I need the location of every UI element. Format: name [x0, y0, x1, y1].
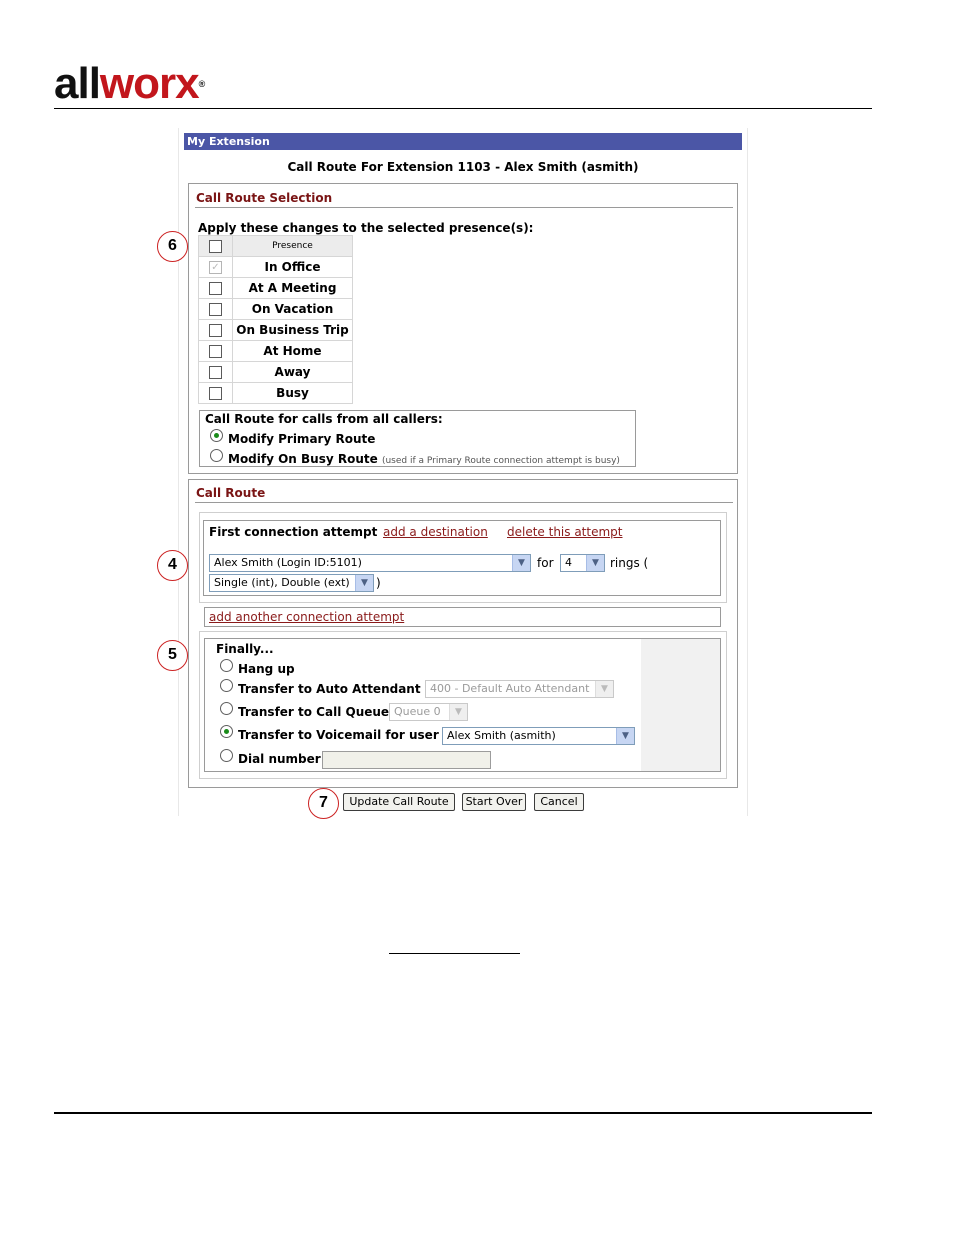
modify-busy-note: (used if a Primary Route connection attempt is busy) [381, 456, 620, 466]
presence-row [199, 320, 353, 341]
presence-row [199, 341, 353, 362]
callout-4: 4 [157, 550, 188, 581]
auto-attendant-radio[interactable] [220, 679, 233, 692]
callout-7: 7 [308, 788, 339, 819]
presence-row [199, 257, 353, 278]
voicemail-label: Transfer to Voicemail for user [238, 728, 439, 742]
apply-changes-label: Apply these changes to the selected presence(s): [198, 221, 534, 235]
section-divider [195, 502, 733, 503]
rings-select[interactable] [560, 554, 605, 572]
logo-registered-mark: ® [198, 79, 205, 89]
dial-number-input[interactable] [322, 751, 491, 769]
voicemail-radio[interactable] [220, 725, 233, 738]
chevron-down-icon: ▼ [449, 704, 467, 720]
presence-label: Busy [233, 383, 353, 404]
presence-label: Away [233, 362, 353, 383]
auto-attendant-select[interactable] [425, 680, 614, 698]
start-over-button[interactable]: Start Over [462, 793, 526, 811]
logo-text-worx: worx [99, 59, 199, 108]
presence-checkbox-in-office[interactable]: ✓ [209, 261, 222, 274]
footer-rule [54, 1112, 872, 1114]
page-heading: Call Route For Extension 1103 - Alex Smith (asmith) [287, 160, 639, 174]
presence-label: In Office [233, 257, 353, 278]
ring-type-close-paren: ) [376, 576, 381, 590]
presence-checkbox-busy[interactable] [209, 387, 222, 400]
rings-value: 4 [565, 556, 572, 569]
call-queue-label: Transfer to Call Queue [238, 705, 390, 719]
dial-number-radio[interactable] [220, 749, 233, 762]
auto-attendant-label: Transfer to Auto Attendant [238, 682, 421, 696]
modify-busy-radio[interactable] [210, 449, 223, 462]
hang-up-label: Hang up [238, 662, 295, 676]
chevron-down-icon: ▼ [616, 728, 634, 744]
presence-header: Presence [233, 236, 353, 257]
modify-primary-radio[interactable] [210, 429, 223, 442]
modify-busy-text: Modify On Busy Route [228, 452, 378, 466]
presence-row [199, 362, 353, 383]
presence-table [198, 235, 353, 404]
chevron-down-icon: ▼ [586, 555, 604, 571]
modify-primary-label: Modify Primary Route [228, 432, 376, 446]
logo-text-all: all [54, 59, 100, 108]
first-attempt-label: First connection attempt [209, 525, 378, 539]
presence-checkbox-on-business-trip[interactable] [209, 324, 222, 337]
finally-label: Finally... [216, 642, 274, 656]
presence-row [199, 383, 353, 404]
call-queue-radio[interactable] [220, 702, 233, 715]
for-label: for [537, 556, 554, 570]
finally-shaded-area [641, 639, 720, 771]
voicemail-user-select[interactable] [442, 727, 635, 745]
auto-attendant-value: 400 - Default Auto Attendant [430, 682, 590, 695]
update-call-route-button[interactable]: Update Call Route [343, 793, 455, 811]
select-all-checkbox[interactable] [209, 240, 222, 253]
hang-up-radio[interactable] [220, 659, 233, 672]
call-route-selection-title: Call Route Selection [196, 191, 333, 205]
delete-attempt-link[interactable]: delete this attempt [507, 525, 623, 539]
presence-checkbox-on-vacation[interactable] [209, 303, 222, 316]
rings-label: rings ( [610, 556, 649, 570]
presence-label: At Home [233, 341, 353, 362]
section-divider [195, 207, 733, 208]
presence-checkbox-away[interactable] [209, 366, 222, 379]
dial-number-label: Dial number [238, 752, 321, 766]
ring-type-value: Single (int), Double (ext) [214, 576, 350, 589]
call-queue-value: Queue 0 [394, 705, 441, 718]
callers-route-label: Call Route for calls from all callers: [205, 412, 443, 426]
presence-checkbox-at-a-meeting[interactable] [209, 282, 222, 295]
callout-6: 6 [157, 231, 188, 262]
presence-checkbox-at-home[interactable] [209, 345, 222, 358]
presence-row [199, 299, 353, 320]
cancel-button[interactable]: Cancel [534, 793, 584, 811]
add-destination-link[interactable]: add a destination [383, 525, 488, 539]
voicemail-user-value: Alex Smith (asmith) [447, 729, 556, 742]
destination-value: Alex Smith (Login ID:5101) [214, 556, 362, 569]
modify-busy-label [228, 452, 620, 466]
add-another-attempt-link[interactable]: add another connection attempt [209, 610, 405, 624]
chevron-down-icon: ▼ [595, 681, 613, 697]
presence-label: On Vacation [233, 299, 353, 320]
chevron-down-icon: ▼ [355, 575, 373, 591]
destination-select[interactable] [209, 554, 531, 572]
blank-underline [389, 953, 520, 954]
presence-label: On Business Trip [233, 320, 353, 341]
presence-row [199, 278, 353, 299]
window-title-bar: My Extension [184, 133, 742, 150]
allworx-logo [54, 59, 205, 108]
call-route-title: Call Route [196, 486, 266, 500]
call-queue-select[interactable] [389, 703, 468, 721]
presence-label: At A Meeting [233, 278, 353, 299]
header-rule [54, 108, 872, 109]
presence-header-row [199, 236, 353, 257]
callout-5: 5 [157, 640, 188, 671]
chevron-down-icon: ▼ [512, 555, 530, 571]
ring-type-select[interactable] [209, 574, 374, 592]
